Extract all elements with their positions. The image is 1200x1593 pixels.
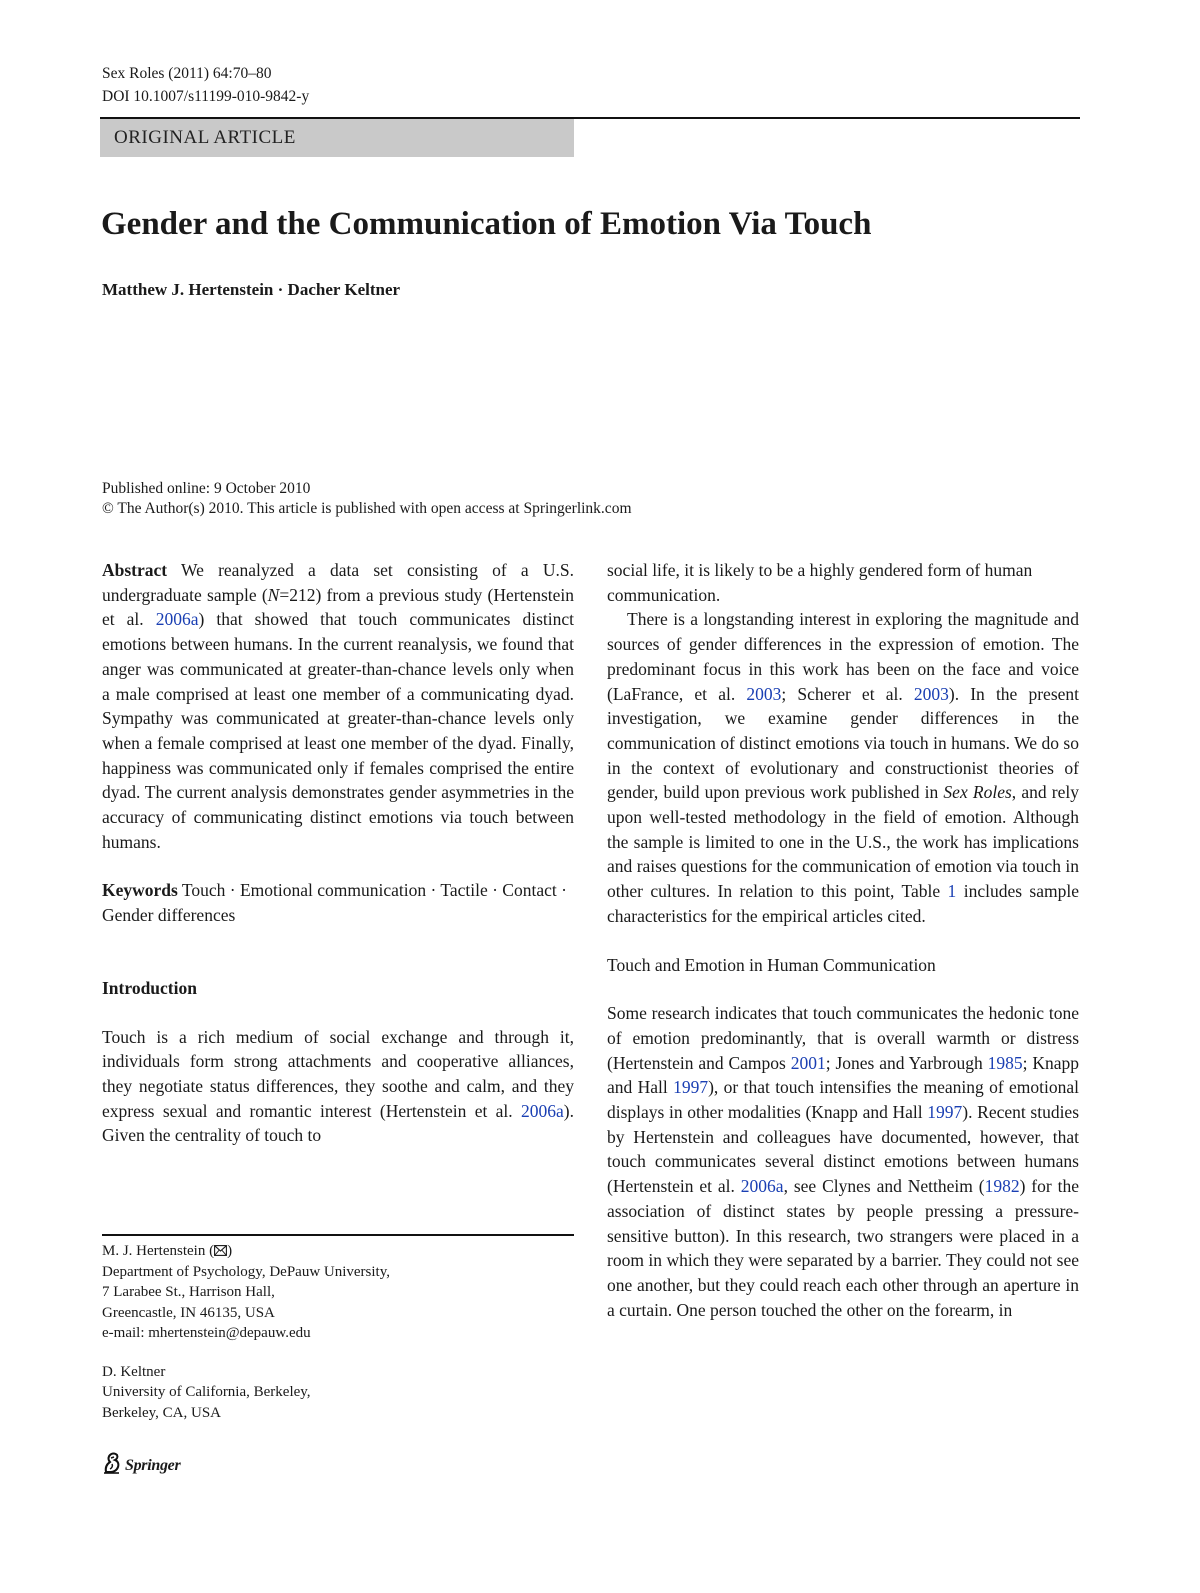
publication-info xyxy=(102,479,632,519)
body-paragraph: Some research indicates that touch communicates the hedonic tone of emotion predominantly, that is overall warmth or distress (Hertenstein and Campos 2001; Jones and Yarbrough 1985; Knapp and Hall 1997), or that touch intensifies the meaning of emotional displays in other modalities (Knapp and Hall 1997). Recent studies by Hertenstein and colleagues have documented, however, that touch communicates several distinct emotions between humans (Hertenstein et al. 2006a, see Clynes and Nettheim (1982) for the association of distinct states by people pressing a pressure-sensitive button). In this research, two strangers were placed in a room in which they were separated by a barrier. They could not see one another, but they could reach each other through an aperture in a curtain. One person touched the other on the forearm, in xyxy=(607,1003,1080,1320)
copyright-line: © The Author(s) 2010. This article is published with open access at Springerlink.com xyxy=(102,500,632,517)
springer-horse-icon xyxy=(102,1452,122,1479)
subsection-heading: Touch and Emotion in Human Communication xyxy=(607,954,936,975)
citation-link[interactable]: 1985 xyxy=(987,1052,1023,1073)
n-variable: N xyxy=(267,584,280,605)
second-author: D. Keltner xyxy=(102,1363,166,1380)
footnote-rule xyxy=(102,1234,574,1236)
affiliation-city: Greencastle, IN 46135, USA xyxy=(102,1304,275,1321)
author-footnote: M. J. Hertenstein ( ) Department of Psychology, DePauw University, 7 Larabee St., Harrison Hall, Greencastle, IN 46135, USA e-mail: mhertenstein@depauw.edu D. Keltner University of California, Berkeley, Berkeley, CA, USA xyxy=(102,1234,574,1423)
table-link[interactable]: 1 xyxy=(947,881,957,902)
citation-link[interactable]: 1997 xyxy=(673,1077,709,1098)
article-title: Gender and the Communication of Emotion Via Touch xyxy=(101,206,872,242)
left-column xyxy=(102,558,574,1148)
affiliation-city2: Berkeley, CA, USA xyxy=(102,1404,222,1421)
citation-link[interactable]: 2003 xyxy=(746,683,782,704)
citation-link[interactable]: 2001 xyxy=(790,1052,826,1073)
envelope-icon[interactable] xyxy=(214,1243,227,1259)
corresponding-author: M. J. Hertenstein ( xyxy=(102,1243,215,1259)
introduction-heading: Introduction xyxy=(102,977,197,998)
body-paragraph: There is a longstanding interest in exploring the magnitude and sources of gender differences in the expression of emotion. The predominant focus in this work has been on the face and voice (LaFrance, et al. 2003; Scherer et al. 2003). In the present investigation, we examine gender differences in the communication of distinct emotions via touch in humans. We do so in the context of evolutionary and constructionist theories of gender, build upon previous work published in Sex Roles, and rely upon well-tested methodology in the field of emotion. Although the sample is limited to one in the U.S., the work has implications and raises questions for the communication of emotion via touch in other cultures. In relation to this point, Table 1 includes sample characteristics for the empirical articles cited. xyxy=(607,609,1080,926)
keywords-paragraph xyxy=(102,878,574,927)
doi: DOI 10.1007/s11199-010-9842-y xyxy=(102,88,310,105)
citation-link[interactable]: 2003 xyxy=(913,683,949,704)
journal-name: Sex Roles xyxy=(943,782,1012,803)
affiliation-street: 7 Larabee St., Harrison Hall, xyxy=(102,1284,275,1300)
abstract-label: Abstract xyxy=(102,560,168,580)
citation-link[interactable]: 2006a xyxy=(521,1100,564,1121)
citation-link[interactable]: 1997 xyxy=(927,1102,963,1123)
springer-logo xyxy=(102,1452,180,1479)
right-column xyxy=(607,558,1079,1322)
journal-citation: Sex Roles (2011) 64:70–80 xyxy=(102,65,272,82)
body-paragraph: social life, it is likely to be a highly gendered form of human communication. xyxy=(607,560,1033,605)
keywords-text: Touch · Emotional communication · Tactile · Contact · Gender differences xyxy=(102,880,567,926)
authors-line: Matthew J. Hertenstein · Dacher Keltner xyxy=(102,280,401,299)
introduction-paragraph: Touch is a rich medium of social exchange and through it, individuals form strong attachments and cooperative alliances, they negotiate status differences, they soothe and calm, and they express sexual and romantic interest (Hertenstein et al. 2006a). Given the centrality of touch to xyxy=(102,1026,574,1146)
citation-link[interactable]: 1982 xyxy=(984,1176,1020,1197)
abstract-paragraph: Abstract We reanalyzed a data set consisting of a U.S. undergraduate sample (N=212) from a previous study (Hertenstein et al. 2006a) that showed that touch communicates distinct emotions between humans. In the current reanalysis, we found that anger was communicated at greater-than-chance levels only when a male comprised at least one member of a communicating dyad. Sympathy was communicated at greater-than-chance levels only when a female comprised at least one member of the dyad. Finally, happiness was communicated only if females comprised the entire dyad. The current analysis demonstrates gender asymmetries in the accuracy of communicating distinct emotions via touch between humans. xyxy=(102,560,575,852)
citation-link[interactable]: 2006a xyxy=(155,609,199,630)
affiliation-univ: University of California, Berkeley, xyxy=(102,1384,311,1400)
published-date: Published online: 9 October 2010 xyxy=(102,480,311,497)
author-email[interactable]: e-mail: mhertenstein@depauw.edu xyxy=(102,1325,311,1341)
article-type-banner: ORIGINAL ARTICLE xyxy=(100,119,574,157)
affiliation-dept: Department of Psychology, DePauw University, xyxy=(102,1263,391,1280)
keywords-label: Keywords xyxy=(102,880,178,901)
journal-meta xyxy=(102,62,309,108)
publisher-name: Springer xyxy=(125,1456,181,1474)
citation-link[interactable]: 2006a xyxy=(740,1176,784,1197)
